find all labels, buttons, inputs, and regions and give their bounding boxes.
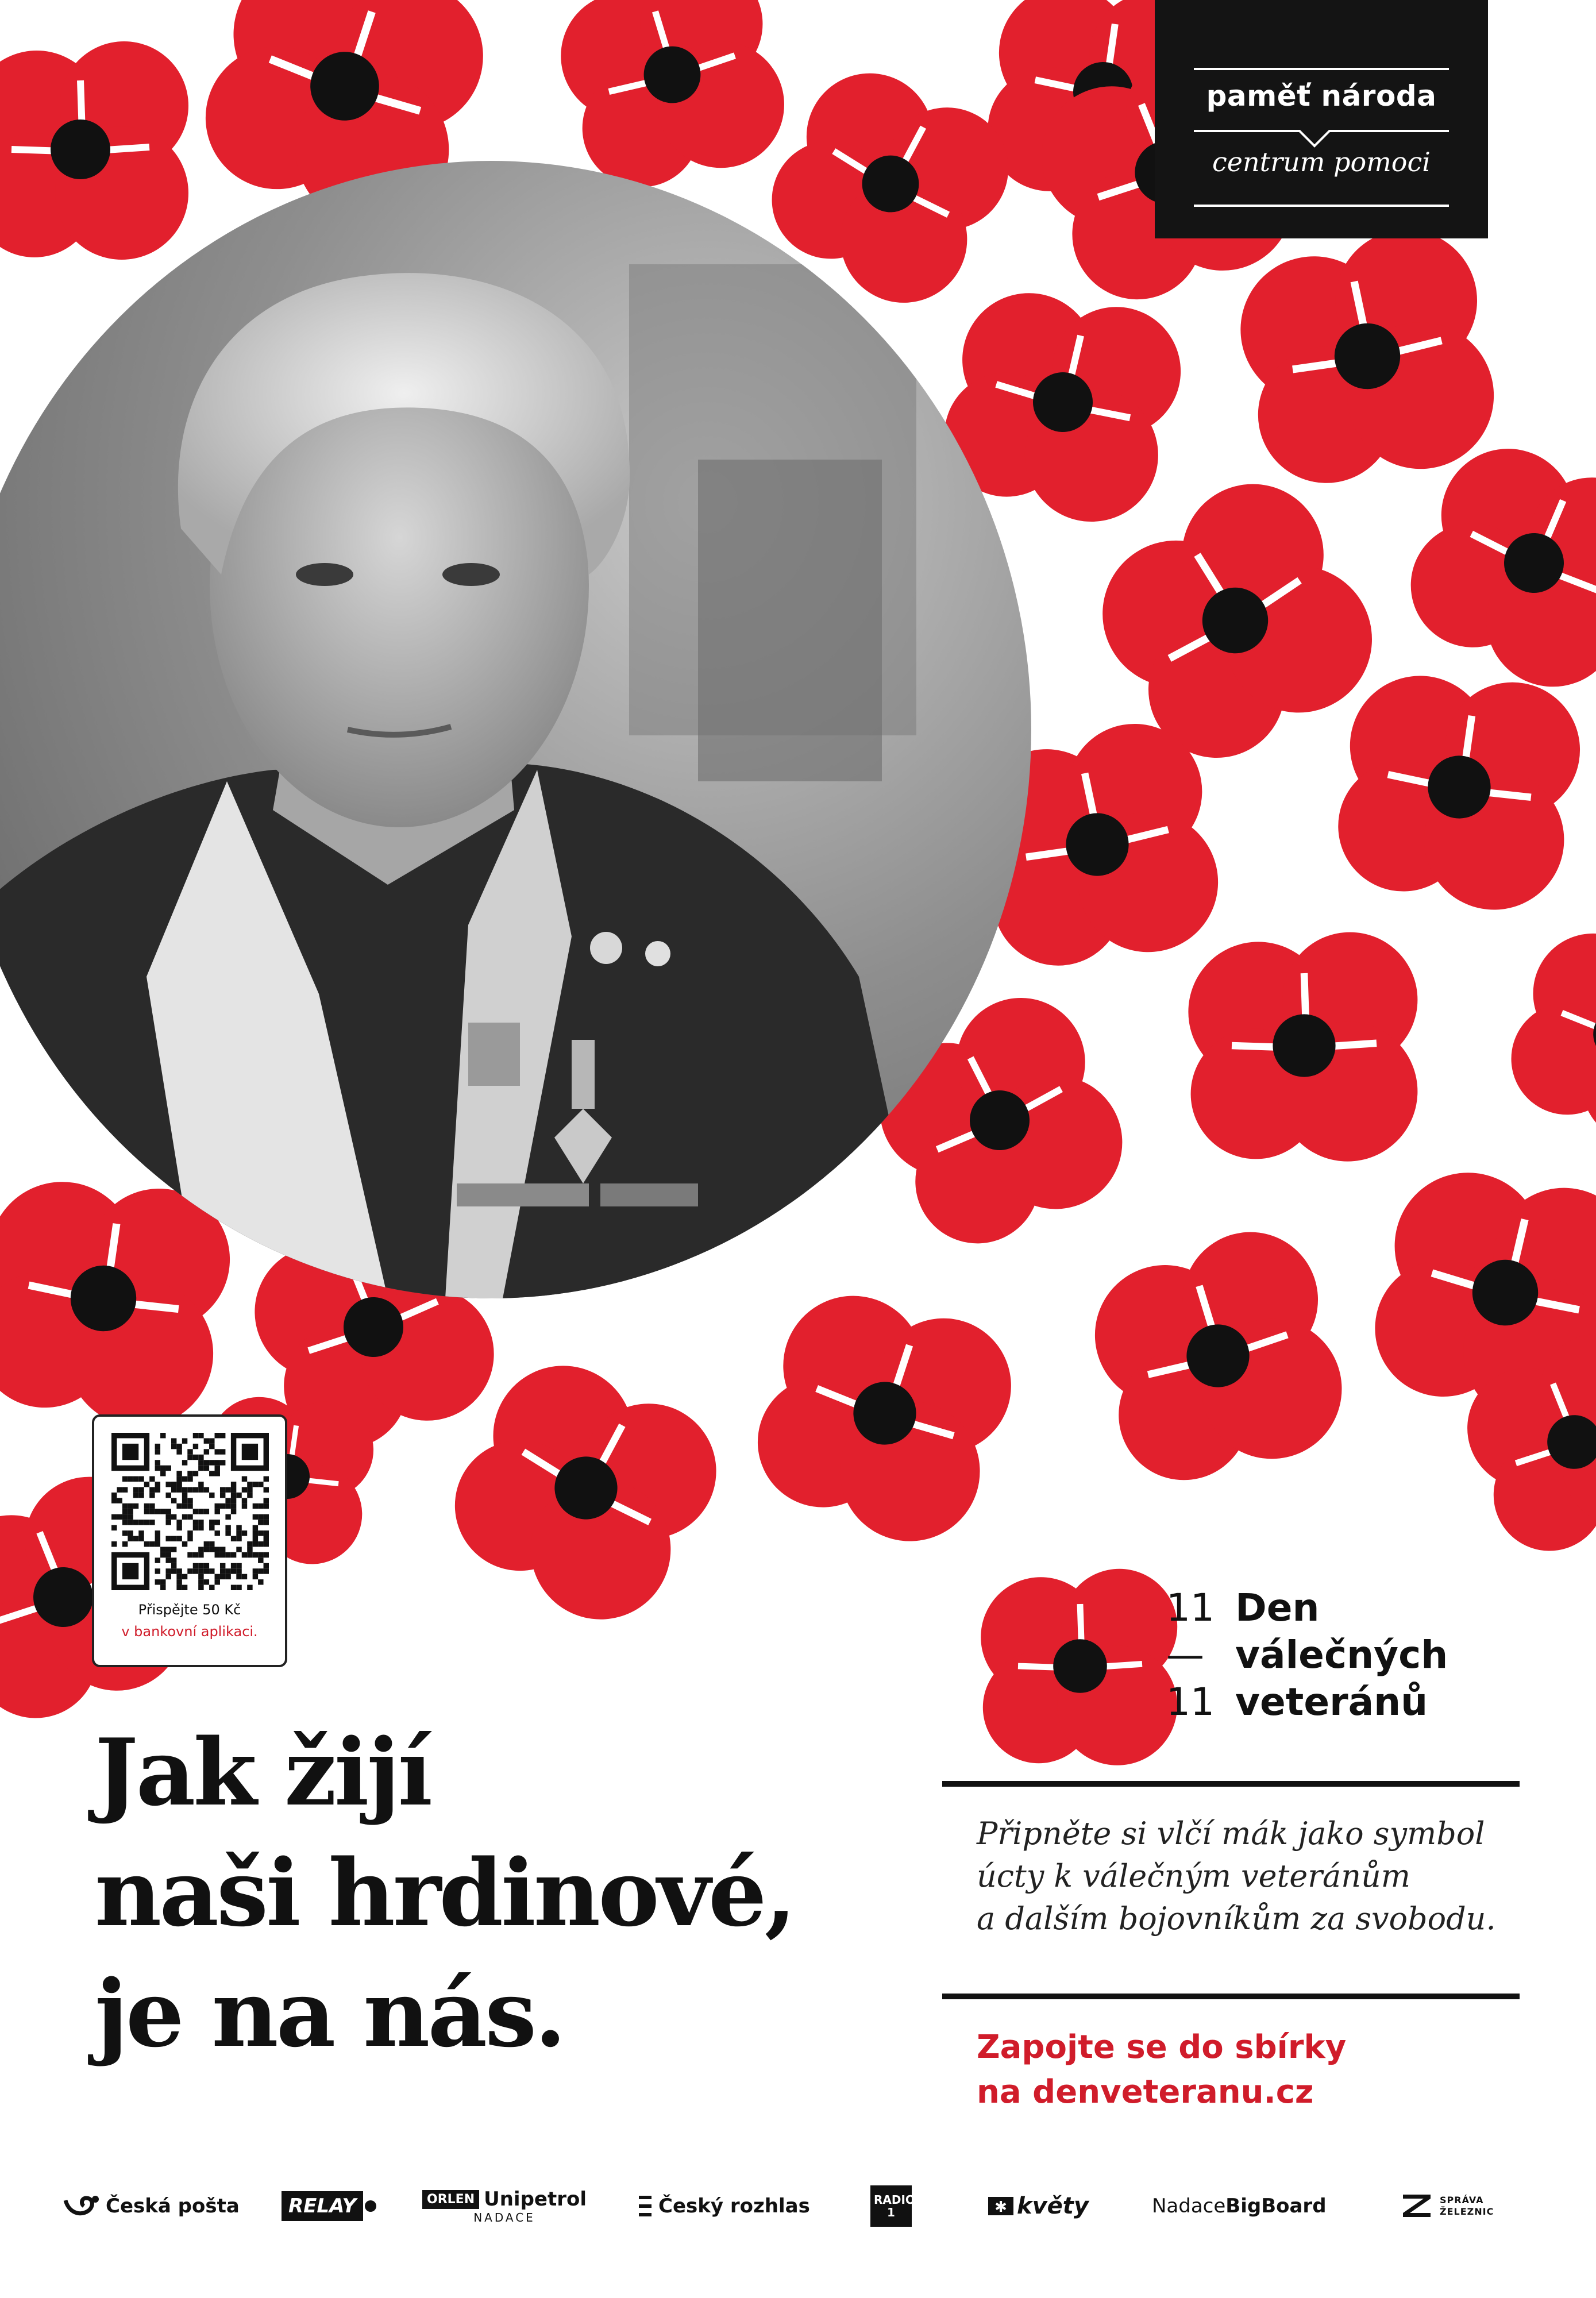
divider-top: [942, 1781, 1520, 1787]
description-line: a dalším bojovníkům za svobodu.: [977, 1900, 1496, 1937]
qr-donation-box[interactable]: [92, 1414, 287, 1667]
sponsor-sub: NADACE: [473, 2211, 535, 2224]
sponsor-label: ORLEN: [422, 2190, 479, 2209]
date-num: 11: [1166, 1680, 1215, 1724]
call-to-action[interactable]: [977, 2025, 1346, 2115]
sponsor-orlen-unipetrol: [422, 2172, 587, 2241]
sponsor-label: Unipetrol: [484, 2188, 587, 2211]
date-word: veteránů: [1235, 1680, 1428, 1724]
spz-logo-icon: [1402, 2190, 1434, 2222]
qr-caption-line2: v bankovní aplikaci.: [121, 1624, 258, 1640]
poppy-icon: [0, 34, 195, 264]
sponsor-bar: [0, 2172, 1596, 2241]
headline: [95, 1712, 968, 2074]
poppy-icon: [1320, 647, 1596, 927]
date-word: válečných: [1235, 1633, 1448, 1677]
headline-line: naši hrdinové,: [95, 1839, 795, 1947]
poppy-icon: [977, 1563, 1183, 1769]
sponsor-kvety: [988, 2172, 1089, 2241]
sponsor-label: květy: [1017, 2193, 1089, 2219]
sponsor-radio1: [870, 2172, 915, 2241]
description: [977, 1813, 1505, 1940]
description-line: úcty k válečným veteránům: [977, 1858, 1410, 1894]
logo-title: paměť národa: [1206, 79, 1437, 113]
date-word: Den: [1235, 1586, 1320, 1630]
sponsor-label: ŽELEZNIC: [1440, 2206, 1494, 2217]
sponsor-cesky-rozhlas: [638, 2172, 810, 2241]
qr-code-icon[interactable]: [111, 1433, 269, 1590]
poppy-icon: [1183, 925, 1425, 1166]
veteran-portrait-photo: [0, 161, 1031, 1298]
sponsor-label: Nadace: [1152, 2195, 1226, 2218]
sponsor-label: BigBoard: [1225, 2195, 1327, 2218]
svg-text:✱: ✱: [994, 2199, 1007, 2216]
sponsor-bigboard: [1152, 2172, 1327, 2241]
relay-dot-icon: [363, 2199, 378, 2214]
qr-caption-line1: Přispějte 50 Kč: [138, 1602, 241, 1618]
pamet-naroda-logo: [1155, 0, 1488, 238]
sponsor-label: Česká pošta: [106, 2195, 240, 2218]
poppy-icon: [1070, 1208, 1366, 1503]
sponsor-relay: [282, 2172, 378, 2241]
rozhlas-icon: [638, 2195, 654, 2218]
sponsor-sprava-zeleznic: [1402, 2172, 1494, 2241]
headline-line: je na nás.: [95, 1960, 564, 2068]
kvety-icon: [988, 2195, 1015, 2218]
logo-divider-icon: [1194, 0, 1449, 238]
sponsor-label: SPRÁVA: [1440, 2195, 1484, 2206]
date-num: 11: [1166, 1586, 1215, 1630]
poppy-icon: [730, 1259, 1039, 1568]
date-dash: —: [1166, 1633, 1204, 1677]
headline-line: Jak žijí: [95, 1718, 431, 1826]
poppy-icon: [1487, 901, 1596, 1166]
sponsor-ceska-posta: [63, 2172, 240, 2241]
cta-link[interactable]: na denveteranu.cz: [977, 2073, 1314, 2111]
sponsor-label: RELAY: [282, 2191, 363, 2221]
description-line: Připněte si vlčí mák jako symbol: [977, 1815, 1485, 1852]
posthorn-icon: [63, 2193, 100, 2219]
sponsor-label: Český rozhlas: [658, 2195, 810, 2218]
cta-line: Zapojte se do sbírky: [977, 2029, 1347, 2066]
sponsor-label: RADIO 1: [870, 2185, 912, 2227]
divider-bottom: [942, 1994, 1520, 1999]
logo-subtitle: centrum pomoci: [1212, 146, 1431, 178]
